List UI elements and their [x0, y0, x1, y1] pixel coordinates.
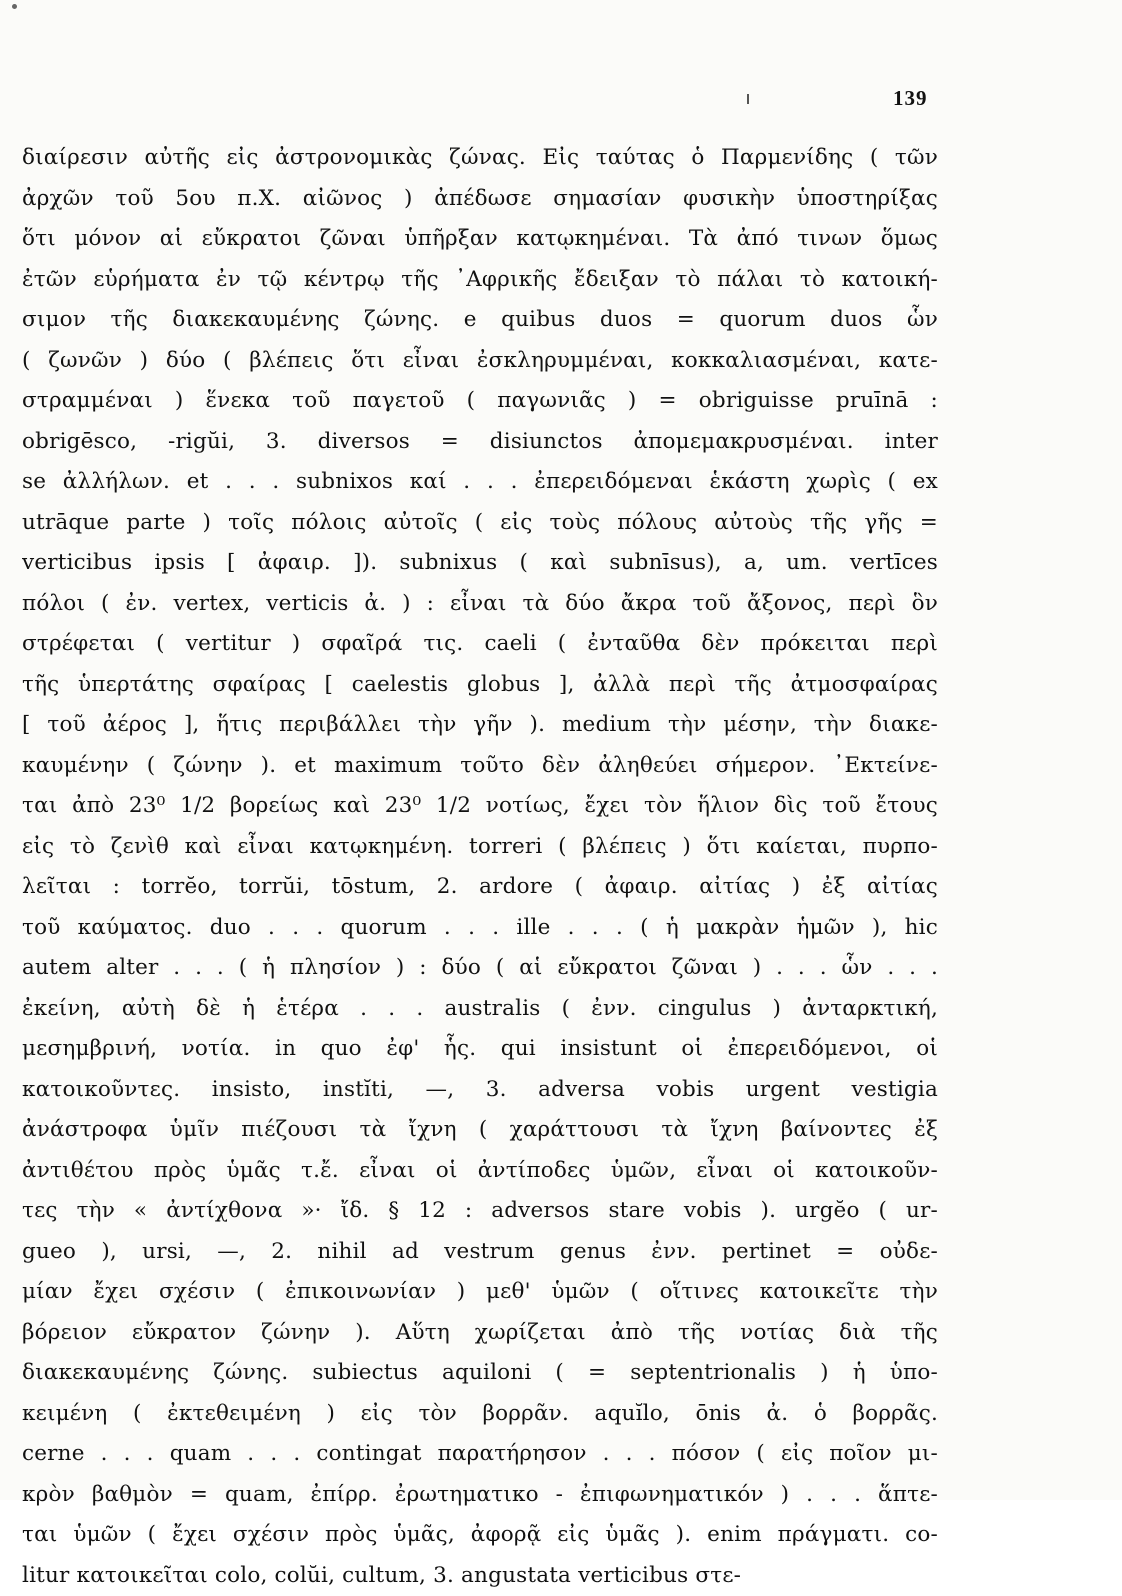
text-line: verticibus ipsis [ ἀφαιρ. ]). subnixus ( καὶ subnīsus), a, um. vertīces [22, 543, 938, 584]
text-line: τοῦ καύματος. duo . . . quorum . . . ille . . . ( ἡ μακρὰν ἡμῶν ), hic [22, 908, 938, 949]
text-line: ὅτι μόνον αἱ εὔκρατοι ζῶναι ὑπῆρξαν κατῳκημέναι. Τὰ ἀπό τινων ὅμως [22, 219, 938, 260]
text-line: utrāque parte ) τοῖς πόλοις αὐτοῖς ( εἰς τοὺς πόλους αὐτοὺς τῆς γῆς = [22, 503, 938, 544]
text-line: μεσημβρινή, νοτία. in quo ἐφ' ἧς. qui insistunt οἱ ἐπερειδόμενοι, οἱ [22, 1029, 938, 1070]
text-line: τῆς ὑπερτάτης σφαίρας [ caelestis globus ], ἀλλὰ περὶ τῆς ἀτμοσφαίρας [22, 665, 938, 706]
text-line: μίαν ἔχει σχέσιν ( ἐπικοινωνίαν ) μεθ' ὑμῶν ( οἵτινες κατοικεῖτε τὴν [22, 1272, 938, 1313]
text-line: καυμένην ( ζώνην ). et maximum τοῦτο δὲν ἀληθεύει σήμερον. ᾿Εκτείνε- [22, 746, 938, 787]
text-line: τες τὴν « ἀντίχθονα »· ἴδ. § 12 : adversos stare vobis ). urgĕo ( ur- [22, 1191, 938, 1232]
text-line: cerne . . . quam . . . contingat παρατήρησον . . . πόσον ( εἰς ποῖον μι- [22, 1434, 938, 1475]
text-line: κρὸν βαθμὸν = quam, ἐπίρρ. ἐρωτηματικο - ἐπιφωνηματικόν ) . . . ἅπτε- [22, 1475, 938, 1516]
text-line: εἰς τὸ ζενὶθ καὶ εἶναι κατῳκημένη. torreri ( βλέπεις ) ὅτι καίεται, πυρπο- [22, 827, 938, 868]
text-line: autem alter . . . ( ἡ πλησίον ) : δύο ( αἱ εὔκρατοι ζῶναι ) . . . ὧν . . . [22, 948, 938, 989]
text-line: λεῖται : torrĕo, torrŭi, tōstum, 2. ardore ( ἀφαιρ. αἰτίας ) ἐξ αἰτίας [22, 867, 938, 908]
text-line: διακεκαυμένης ζώνης. subiectus aquiloni ( = septentrionalis ) ἡ ὑπο- [22, 1353, 938, 1394]
text-line: ἀρχῶν τοῦ 5ου π.Χ. αἰῶνος ) ἀπέδωσε σημασίαν φυσικὴν ὑποστηρίξας [22, 179, 938, 220]
print-tick-mark [747, 94, 749, 104]
text-line: ἀντιθέτου πρὸς ὑμᾶς τ.ἔ. εἶναι οἱ ἀντίποδες ὑμῶν, εἶναι οἱ κατοικοῦν- [22, 1151, 938, 1192]
page-number: 139 [893, 86, 928, 111]
corner-speck [12, 4, 17, 9]
text-line: gueo ), ursi, —, 2. nihil ad vestrum genus ἐνν. pertinet = οὐδε- [22, 1232, 938, 1273]
text-line: obrigēsco, -rigŭi, 3. diversos = disiunctos ἀπομεμακρυσμέναι. inter [22, 422, 938, 463]
text-line: βόρειον εὔκρατον ζώνην ). Αὕτη χωρίζεται ἀπὸ τῆς νοτίας διὰ τῆς [22, 1313, 938, 1354]
text-line: κατοικοῦντες. insisto, instĭti, —, 3. adversa vobis urgent vestigia [22, 1070, 938, 1111]
commentary-text-block [22, 138, 938, 1596]
text-line: se ἀλλήλων. et . . . subnixos καί . . . ἐπερειδόμεναι ἑκάστη χωρὶς ( ex [22, 462, 938, 503]
text-line: διαίρεσιν αὐτῆς εἰς ἀστρονομικὰς ζώνας. Εἰς ταύτας ὁ Παρμενίδης ( τῶν [22, 138, 938, 179]
text-line: ἀνάστροφα ὑμῖν πιέζουσι τὰ ἴχνη ( χαράττουσι τὰ ἴχνη βαίνοντες ἐξ [22, 1110, 938, 1151]
text-line: ( ζωνῶν ) δύο ( βλέπεις ὅτι εἶναι ἐσκληρυμμέναι, κοκκαλιασμέναι, κατε- [22, 341, 938, 382]
text-line: ται ἀπὸ 23⁰ 1/2 βορείως καὶ 23⁰ 1/2 νοτίως, ἔχει τὸν ἥλιον δὶς τοῦ ἔτους [22, 786, 938, 827]
text-line: κειμένη ( ἐκτεθειμένη ) εἰς τὸν βορρᾶν. aquĭlo, ōnis ἀ. ὁ βορρᾶς. [22, 1394, 938, 1435]
text-line: ται ὑμῶν ( ἔχει σχέσιν πρὸς ὑμᾶς, ἀφορᾷ εἰς ὑμᾶς ). enim πράγματι. co- [22, 1515, 938, 1556]
text-line: σιμον τῆς διακεκαυμένης ζώνης. e quibus duos = quorum duos ὧν [22, 300, 938, 341]
text-line: ἐκείνη, αὐτὴ δὲ ἡ ἑτέρα . . . australis ( ἐνν. cingulus ) ἀνταρκτική, [22, 989, 938, 1030]
text-line: litur κατοικεῖται colo, colŭi, cultum, 3. angustata verticibus στε- [22, 1556, 938, 1596]
text-line: πόλοι ( ἐν. vertex, verticis ἀ. ) : εἶναι τὰ δύο ἄκρα τοῦ ἄξονος, περὶ ὃν [22, 584, 938, 625]
text-line: στραμμέναι ) ἕνεκα τοῦ παγετοῦ ( παγωνιᾶς ) = obriguisse pruīnā : [22, 381, 938, 422]
text-line: στρέφεται ( vertitur ) σφαῖρά τις. caeli ( ἐνταῦθα δὲν πρόκειται περὶ [22, 624, 938, 665]
text-line: [ τοῦ ἀέρος ], ἥτις περιβάλλει τὴν γῆν ). medium τὴν μέσην, τὴν διακε- [22, 705, 938, 746]
text-line: ἐτῶν εὑρήματα ἐν τῷ κέντρῳ τῆς ᾿Αφρικῆς ἔδειξαν τὸ πάλαι τὸ κατοική- [22, 260, 938, 301]
